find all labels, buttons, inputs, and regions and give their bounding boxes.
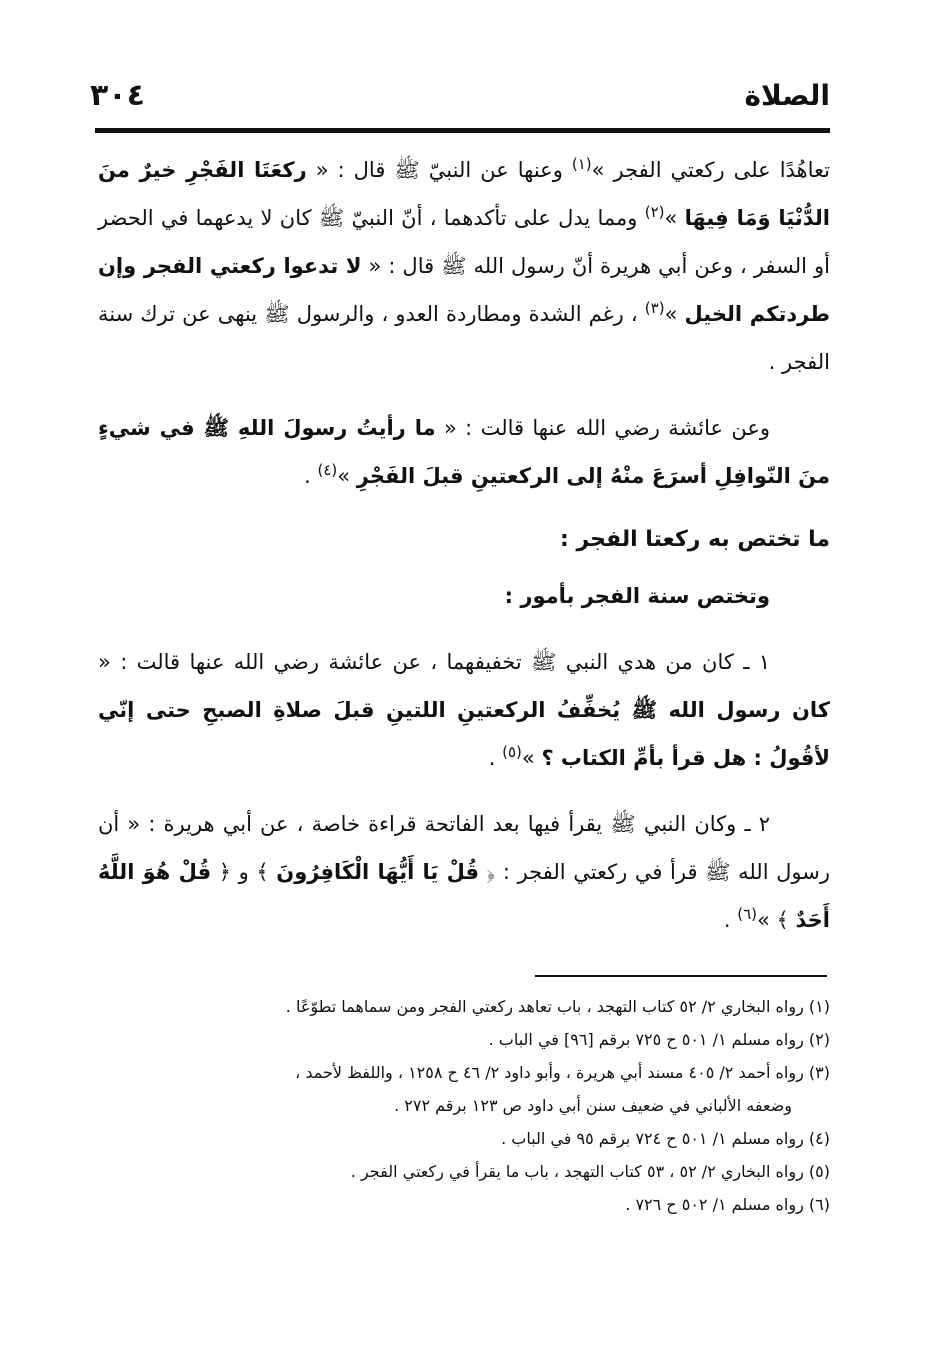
footnote-rule xyxy=(535,975,827,977)
text-run: ١ ـ كان من هدي النبي ﷺ تخفيفهما ، عن عائشة رضي الله عنها قالت : « xyxy=(98,650,770,674)
paragraph-4 xyxy=(98,800,830,944)
footnote-4 xyxy=(100,1122,830,1155)
footnote-2 xyxy=(100,1023,830,1056)
text-run: وعن عائشة رضي الله عنها قالت : « xyxy=(435,416,770,440)
section-heading: ما تختص به ركعتا الفجر : xyxy=(560,527,830,552)
footnote-text: (١) رواه البخاري ٢/ ٥٢ كتاب التهجد ، باب تعاهد ركعتي الفجر ومن سماهما تطوّعًا . xyxy=(285,997,830,1016)
text-run: » xyxy=(521,746,542,770)
text-run: » xyxy=(664,302,685,326)
page-number: ٣٠٤ xyxy=(90,78,145,113)
footnote-ref-3: (٣) xyxy=(644,299,665,317)
text-run: ، رغم الشدة ومطاردة العدو ، والرسول ﷺ ينهى عن ترك سنة الفجر . xyxy=(98,302,830,374)
text-run: ٢ ـ وكان النبي ﷺ يقرأ فيها بعد الفاتحة قراءة خاصة ، عن أبي هريرة : « أن رسول الله ﷺ قرأ في ركعتي الفجر : ﴿ xyxy=(98,812,830,884)
footnote-text: (٣) رواه أحمد ٢/ ٤٠٥ مسند أبي هريرة ، وأبو داود ٢/ ٤٦ ح ١٢٥٨ ، واللفظ لأحمد ، xyxy=(295,1063,830,1082)
text-run: وعنها عن النبيّ ﷺ قال : « xyxy=(306,158,572,182)
footnote-continuation: وضعفه الألباني في ضعيف سنن أبي داود ص ١٢٣ برقم ٢٧٢ . xyxy=(394,1096,792,1115)
page-header xyxy=(90,76,830,120)
paragraph-3 xyxy=(98,638,830,782)
text-run: . xyxy=(304,464,318,488)
footnote-1 xyxy=(100,990,830,1023)
quran-verse: قُلْ يَا أَيُّهَا الْكَافِرُونَ xyxy=(276,860,480,884)
footnote-ref-2: (٢) xyxy=(644,203,665,221)
text-run: ﴾ » xyxy=(757,908,796,932)
header-rule xyxy=(95,128,830,133)
footnote-3 xyxy=(100,1056,830,1122)
footnotes xyxy=(100,990,830,1221)
footnote-text: (٦) رواه مسلم ١/ ٥٠٢ ح ٧٢٦ . xyxy=(625,1195,830,1214)
text-run: ﴾ و ﴿ xyxy=(211,860,277,884)
text-run: » xyxy=(664,206,685,230)
text-run: » xyxy=(337,464,357,488)
hadith-quote: ركعَتَا الفَجْرِ خيرٌ منَ الدُّنْيَا وَمَا فِيهَا xyxy=(98,158,830,230)
footnote-text: (٤) رواه مسلم ١/ ٥٠١ ح ٧٢٤ برقم ٩٥ في الباب . xyxy=(501,1129,830,1148)
hadith-quote: ما رأيتُ رسولَ اللهِ ﷺ في شيءٍ منَ النّوافِلِ أسرَعَ منْهُ إلى الركعتينِ قبلَ الفَجْرِ xyxy=(98,416,830,488)
text-run: تعاهُدًا على ركعتي الفجر » xyxy=(591,158,831,182)
footnote-ref-5: (٥) xyxy=(502,743,522,761)
footnote-text: (٢) رواه مسلم ١/ ٥٠١ ح ٧٢٥ برقم [٩٦] في الباب . xyxy=(488,1030,830,1049)
footnote-ref-1: (١) xyxy=(571,155,592,173)
hadith-quote: لا تدعوا ركعتي الفجر وإن طردتكم الخيل xyxy=(98,254,830,326)
running-title: الصلاة xyxy=(744,79,830,112)
quran-verse: قُلْ هُوَ اللَّهُ أَحَدٌ xyxy=(98,860,830,932)
footnote-ref-6: (٦) xyxy=(737,905,758,923)
text-run: . xyxy=(723,908,738,932)
footnote-5 xyxy=(100,1155,830,1188)
paragraph-2 xyxy=(98,404,830,500)
footnote-text: (٥) رواه البخاري ٢/ ٥٢ ، ٥٣ كتاب التهجد ، باب ما يقرأ في ركعتي الفجر . xyxy=(350,1162,830,1181)
hadith-quote: كان رسول الله ﷺ يُخفِّفُ الركعتينِ اللتينِ قبلَ صلاةِ الصبحِ حتى إنّي لأقُولُ : هل قرأ بأمِّ الكتاب ؟ xyxy=(98,698,830,770)
text-run: . xyxy=(488,746,503,770)
footnote-6 xyxy=(100,1188,830,1221)
paragraph-1 xyxy=(98,146,830,386)
section-subheading: وتختص سنة الفجر بأمور : xyxy=(504,584,770,608)
text-run: ومما يدل على تأكدهما ، أنّ النبيّ ﷺ كان لا يدعهما في الحضر أو السفر ، وعن أبي هريرة أنّ رسول الله ﷺ قال : « xyxy=(98,206,830,278)
main-text xyxy=(98,146,830,944)
footnote-ref-4: (٤) xyxy=(317,461,338,479)
